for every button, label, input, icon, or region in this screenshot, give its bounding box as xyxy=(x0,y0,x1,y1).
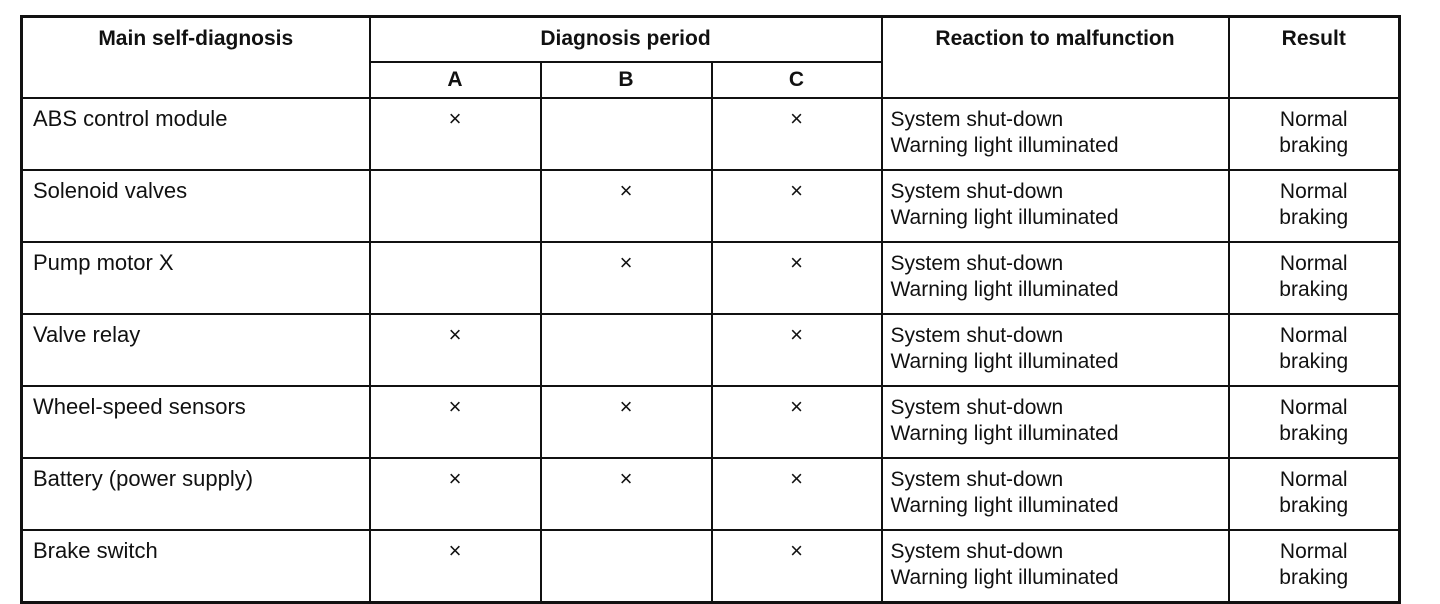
reaction-line-1: System shut-down xyxy=(890,540,1064,563)
table-header xyxy=(22,17,1400,99)
header-diagnosis-period: Diagnosis period xyxy=(370,17,882,63)
reaction-line-1: System shut-down xyxy=(890,468,1064,491)
result-line-1: Normal xyxy=(1279,180,1348,203)
self-diagnosis-item: ABS control module xyxy=(22,98,370,170)
period-c-mark: × xyxy=(712,242,882,314)
reaction-cell xyxy=(882,314,1229,386)
result-line-1: Normal xyxy=(1279,108,1348,131)
period-a-mark xyxy=(370,242,541,314)
reaction-line-1: System shut-down xyxy=(890,108,1064,131)
period-c-mark: × xyxy=(712,530,882,603)
reaction-cell xyxy=(882,170,1229,242)
reaction-cell xyxy=(882,458,1229,530)
self-diagnosis-item: Wheel-speed sensors xyxy=(22,386,370,458)
reaction-line-2: Warning light illuminated xyxy=(890,566,1119,589)
result-line-1: Normal xyxy=(1279,324,1348,347)
result-cell xyxy=(1229,98,1400,170)
result-line-2: braking xyxy=(1279,278,1349,301)
self-diagnosis-item: Brake switch xyxy=(22,530,370,603)
table-row xyxy=(22,242,1400,314)
reaction-line-1: System shut-down xyxy=(890,252,1064,275)
result-line-2: braking xyxy=(1279,134,1349,157)
period-c-mark: × xyxy=(712,458,882,530)
header-reaction: Reaction to malfunction xyxy=(882,17,1229,99)
result-line-1: Normal xyxy=(1279,540,1348,563)
result-cell xyxy=(1229,458,1400,530)
reaction-cell xyxy=(882,98,1229,170)
reaction-cell xyxy=(882,242,1229,314)
reaction-line-2: Warning light illuminated xyxy=(890,134,1119,157)
period-a-mark: × xyxy=(370,530,541,603)
table-body xyxy=(22,98,1400,603)
reaction-line-2: Warning light illuminated xyxy=(890,278,1119,301)
header-period-a: A xyxy=(370,62,541,98)
period-a-mark: × xyxy=(370,458,541,530)
table-row xyxy=(22,314,1400,386)
self-diagnosis-item: Valve relay xyxy=(22,314,370,386)
result-line-2: braking xyxy=(1279,422,1349,445)
result-line-2: braking xyxy=(1279,566,1349,589)
period-b-mark: × xyxy=(541,386,712,458)
result-cell xyxy=(1229,530,1400,603)
table-row xyxy=(22,170,1400,242)
table-row xyxy=(22,98,1400,170)
period-a-mark: × xyxy=(370,314,541,386)
result-cell xyxy=(1229,314,1400,386)
header-period-c: C xyxy=(712,62,882,98)
period-c-mark: × xyxy=(712,98,882,170)
self-diagnosis-table xyxy=(20,15,1401,604)
result-line-2: braking xyxy=(1279,206,1349,229)
reaction-line-2: Warning light illuminated xyxy=(890,206,1119,229)
result-cell xyxy=(1229,386,1400,458)
reaction-cell xyxy=(882,530,1229,603)
result-line-2: braking xyxy=(1279,494,1349,517)
result-cell xyxy=(1229,170,1400,242)
result-line-2: braking xyxy=(1279,350,1349,373)
period-b-mark xyxy=(541,314,712,386)
result-line-1: Normal xyxy=(1279,396,1348,419)
period-b-mark: × xyxy=(541,458,712,530)
period-c-mark: × xyxy=(712,386,882,458)
period-b-mark xyxy=(541,98,712,170)
result-line-1: Normal xyxy=(1279,252,1348,275)
self-diagnosis-item: Pump motor X xyxy=(22,242,370,314)
reaction-line-2: Warning light illuminated xyxy=(890,422,1119,445)
self-diagnosis-item: Solenoid valves xyxy=(22,170,370,242)
table-row xyxy=(22,386,1400,458)
reaction-line-1: System shut-down xyxy=(890,180,1064,203)
header-self-diagnosis: Main self-diagnosis xyxy=(22,17,370,99)
reaction-line-2: Warning light illuminated xyxy=(890,350,1119,373)
result-line-1: Normal xyxy=(1279,468,1348,491)
self-diagnosis-item: Battery (power supply) xyxy=(22,458,370,530)
period-b-mark: × xyxy=(541,170,712,242)
header-result: Result xyxy=(1229,17,1400,99)
table-row xyxy=(22,530,1400,603)
header-row-top xyxy=(22,17,1400,63)
reaction-line-2: Warning light illuminated xyxy=(890,494,1119,517)
reaction-line-1: System shut-down xyxy=(890,396,1064,419)
result-cell xyxy=(1229,242,1400,314)
period-a-mark: × xyxy=(370,386,541,458)
reaction-line-1: System shut-down xyxy=(890,324,1064,347)
reaction-cell xyxy=(882,386,1229,458)
header-period-b: B xyxy=(541,62,712,98)
period-a-mark xyxy=(370,170,541,242)
period-c-mark: × xyxy=(712,170,882,242)
period-b-mark: × xyxy=(541,242,712,314)
table-row xyxy=(22,458,1400,530)
period-c-mark: × xyxy=(712,314,882,386)
period-b-mark xyxy=(541,530,712,603)
period-a-mark: × xyxy=(370,98,541,170)
